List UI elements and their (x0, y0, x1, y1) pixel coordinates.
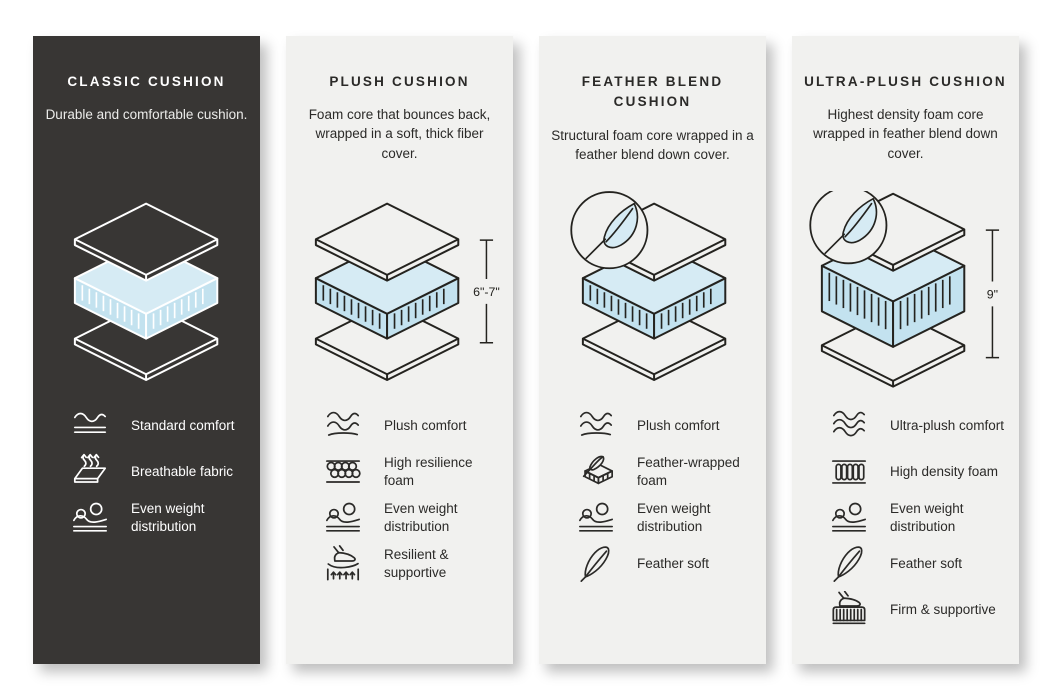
card-header (802, 72, 1009, 184)
thickness-label: 6"-7" (473, 284, 500, 299)
feature-label: Feather soft (890, 556, 963, 572)
card-description: Structural foam core wrapped in a feather blend down cover. (551, 127, 754, 162)
feature-label: Even weight distribution (131, 501, 205, 534)
card-header (549, 72, 756, 184)
card-feather-blend-cushion (539, 36, 766, 664)
wave-triple-icon (830, 407, 876, 445)
feature-item (830, 406, 1007, 446)
even-weight-icon (324, 499, 370, 537)
card-description: Highest density foam core wrapped in feather blend down cover. (813, 107, 998, 161)
cushion-stack-graphic (802, 191, 1009, 396)
card-header (43, 72, 250, 184)
cushion-stack-graphic (563, 191, 770, 396)
feature-item (830, 544, 1007, 584)
feature-item (830, 452, 1007, 492)
feather-badge (571, 192, 647, 268)
feature-item (577, 498, 754, 538)
density-foam-icon (830, 453, 876, 491)
feature-label: High density foam (890, 464, 999, 480)
feature-label: Even weight distribution (384, 501, 458, 534)
feature-list (296, 406, 503, 590)
feather-icon (577, 545, 623, 583)
feature-label: Feather-wrapped foam (637, 455, 740, 488)
wave-double-icon (324, 407, 370, 445)
feature-label: Standard comfort (131, 418, 235, 434)
feature-label: Feather soft (637, 556, 710, 572)
card-ultra-plush-cushion (792, 36, 1019, 664)
feature-list (802, 406, 1009, 636)
cushion-illustration (549, 190, 756, 396)
feature-item (830, 498, 1007, 538)
feature-item (577, 406, 754, 446)
feature-label: Plush comfort (637, 418, 720, 434)
feature-label: Even weight distribution (637, 501, 711, 534)
feature-item (830, 590, 1007, 630)
feature-item (71, 452, 248, 492)
feature-label: Breathable fabric (131, 464, 234, 480)
card-plush-cushion (286, 36, 513, 664)
feature-item (324, 452, 501, 492)
feature-label: Firm & supportive (890, 602, 996, 618)
cushion-illustration (296, 190, 503, 396)
card-title: CLASSIC CUSHION (67, 74, 226, 89)
feature-item (324, 498, 501, 538)
feature-item (71, 406, 248, 446)
feature-label: Even weight distribution (890, 501, 964, 534)
wave-single-icon (71, 407, 117, 445)
feather-icon (830, 545, 876, 583)
card-description: Durable and comfortable cushion. (45, 107, 248, 123)
feature-item (577, 452, 754, 492)
even-weight-icon (830, 499, 876, 537)
thickness-measure (986, 230, 999, 358)
feature-item (577, 544, 754, 584)
resilience-foam-icon (324, 453, 370, 491)
cushion-illustration (43, 190, 250, 396)
thickness-label: 9" (986, 286, 999, 301)
card-title: PLUSH CUSHION (329, 74, 470, 89)
feature-list (549, 406, 756, 590)
feather-badge (810, 191, 886, 263)
card-classic-cushion (33, 36, 260, 664)
feature-item (324, 406, 501, 446)
cushion-stack-graphic (55, 191, 262, 396)
feather-wrapped-foam-icon (577, 453, 623, 491)
feature-list (43, 406, 250, 544)
resilient-supportive-icon (324, 545, 370, 583)
cushion-illustration (802, 190, 1009, 396)
feature-label: Ultra-plush comfort (890, 418, 1005, 434)
card-title: ULTRA-PLUSH CUSHION (804, 74, 1007, 89)
feature-label: Resilient & supportive (384, 547, 449, 580)
breathable-fabric-icon (71, 453, 117, 491)
wave-double-icon (577, 407, 623, 445)
even-weight-icon (71, 499, 117, 537)
feature-item (324, 544, 501, 584)
card-description: Foam core that bounces back, wrapped in a soft, thick fiber cover. (308, 107, 491, 161)
feature-item (71, 498, 248, 538)
feature-label: High resilience foam (384, 455, 473, 488)
cushion-stack-graphic (296, 191, 503, 396)
firm-supportive-icon (830, 591, 876, 629)
even-weight-icon (577, 499, 623, 537)
card-title: FEATHER BLEND CUSHION (581, 74, 724, 110)
thickness-measure (473, 240, 500, 343)
card-header (296, 72, 503, 184)
feature-label: Plush comfort (384, 418, 467, 434)
